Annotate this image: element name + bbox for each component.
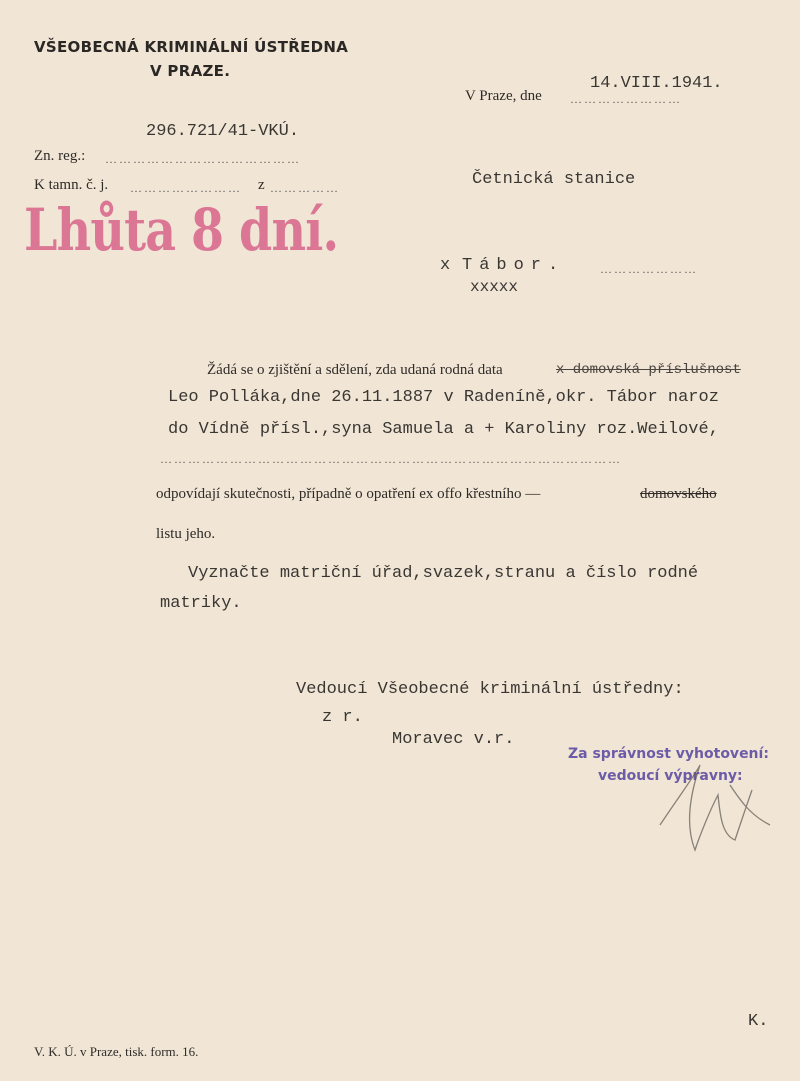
listu-line: listu jeho.	[156, 526, 216, 542]
typed-dotted-line: ………………………………………………………………………………………	[160, 452, 622, 466]
verification-stamp-line2: vedoucí výpravny:	[598, 768, 743, 784]
request-intro: Žádá se o zjištění a sdělení, zda udaná rodná data	[207, 362, 503, 378]
handwritten-signature	[640, 755, 780, 865]
typed-line-2: do Vídně přísl.,syna Samuela a + Karoliny roz.Weilové,	[168, 420, 719, 439]
k-tamn-label: K tamn. č. j.	[34, 177, 109, 193]
footer-initial: K.	[748, 1012, 769, 1031]
typed-line-1: Leo Polláka,dne 26.11.1887 v Radeníně,okr. Tábor naroz	[168, 388, 719, 407]
place-mark: x	[440, 256, 451, 275]
z-label: z	[258, 177, 265, 193]
zn-reg-dotted-line: ……………………………………	[105, 152, 301, 166]
zn-reg-label: Zn. reg.:	[34, 148, 86, 164]
request-struck-text: x domovská příslušnost	[556, 362, 741, 378]
k-tamn-dotted-line: ……………………	[130, 181, 242, 195]
recipient-place: Tábor.	[462, 256, 566, 275]
deadline-stamp: Lhůta 8 dní.	[24, 196, 339, 264]
org-name-line1: VŠEOBECNÁ KRIMINÁLNÍ ÚSTŘEDNA	[34, 38, 349, 56]
verification-stamp-line1: Za správnost vyhotovení:	[568, 746, 769, 762]
response-line: odpovídají skutečnosti, případně o opatření ex offo křestního —	[156, 486, 541, 502]
signature-title: Vedoucí Všeobecné kriminální ústředny:	[296, 680, 684, 699]
org-name-line2: V PRAZE.	[150, 62, 231, 80]
recipient-name: Četnická stanice	[472, 170, 636, 189]
date-dotted-line: ……………………	[570, 92, 682, 106]
signature-name: Moravec v.r.	[392, 730, 515, 749]
instruction-line-1: Vyznačte matriční úřad,svazek,stranu a číslo rodné	[188, 564, 699, 583]
z-dotted-line: ……………	[270, 181, 340, 195]
place-dotted-line: …………………	[600, 262, 698, 276]
reference-number: 296.721/41-VKÚ.	[146, 122, 300, 141]
footer-form-number: V. K. Ú. v Praze, tisk. form. 16.	[34, 1044, 199, 1059]
date-label: V Praze, dne	[465, 88, 542, 104]
signature-zr: z r.	[322, 708, 363, 727]
instruction-line-2: matriky.	[160, 594, 242, 613]
response-struck-word: domovského	[640, 486, 717, 502]
recipient-struck: xxxxx	[470, 278, 519, 296]
date-value: 14.VIII.1941.	[590, 74, 723, 93]
